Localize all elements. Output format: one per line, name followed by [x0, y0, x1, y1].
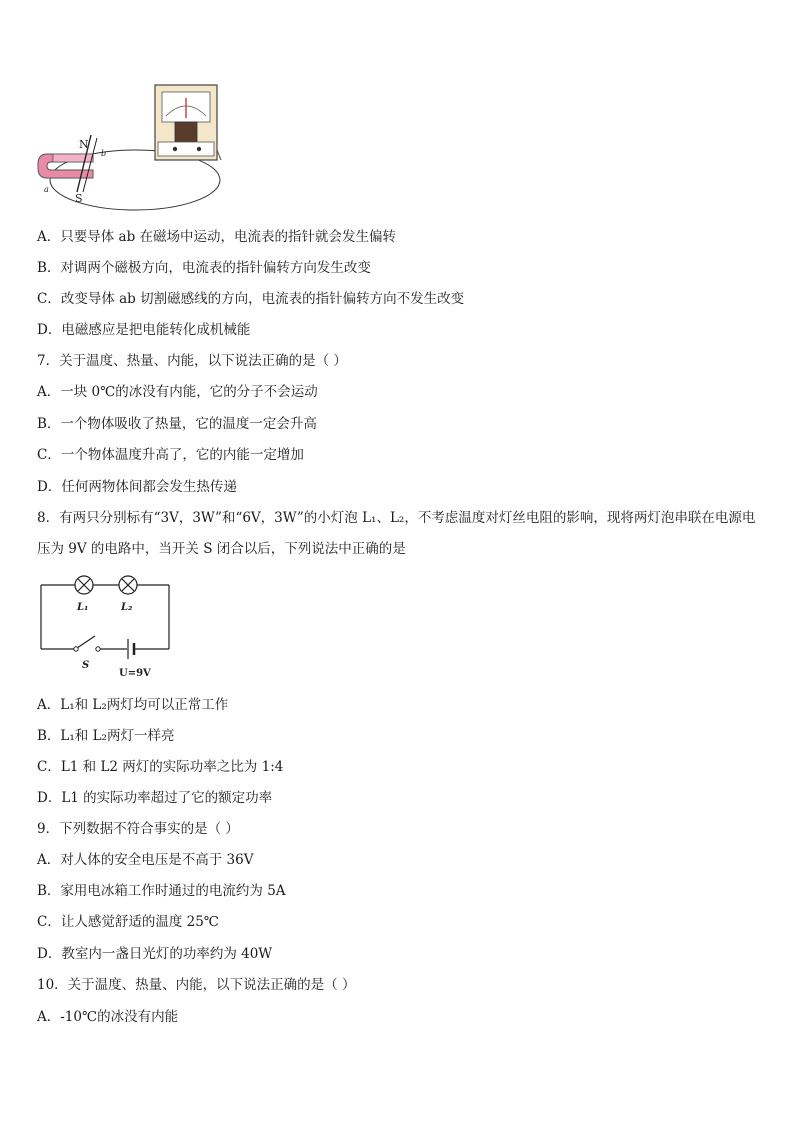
switch-label: S [82, 660, 90, 671]
q9-option-c: C．让人感觉舒适的温度 25℃ [37, 914, 219, 930]
conductor-label-b: b [101, 149, 107, 158]
q9-option-a: A．对人体的安全电压是不高于 36V [37, 852, 254, 868]
q9-option-d: D．教室内一盏日光灯的功率约为 40W [37, 946, 273, 962]
q10-option-a: A．-10℃的冰没有内能 [37, 1009, 179, 1025]
q7-option-a: A．一块 0℃的冰没有内能，它的分子不会运动 [37, 384, 318, 400]
q7-option-b: B．一个物体吸收了热量，它的温度一定会升高 [37, 416, 317, 432]
q6-option-b: B．对调两个磁极方向，电流表的指针偏转方向发生改变 [37, 260, 371, 276]
q9-option-b: B．家用电冰箱工作时通过的电流约为 5A [37, 883, 286, 899]
q8-option-b: B．L₁和 L₂两灯一样亮 [37, 728, 175, 744]
q7-stem: 7．关于温度、热量、内能，以下说法正确的是（ ） [37, 353, 347, 369]
q8-option-c: C．L1 和 L2 两灯的实际功率之比为 1:4 [37, 759, 284, 775]
q6-option-a: A．只要导体 ab 在磁场中运动，电流表的指针就会发生偏转 [37, 229, 397, 245]
q6-option-c: C．改变导体 ab 切割磁感线的方向，电流表的指针偏转方向不发生改变 [37, 291, 465, 307]
q7-option-c: C．一个物体温度升高了，它的内能一定增加 [37, 447, 304, 463]
conductor-label-a: a [44, 185, 49, 194]
voltage-label: U=9V [119, 668, 151, 679]
q8-stem-line1: 8．有两只分别标有“3V，3W”和“6V，3W”的小灯泡 L₁、L₂，不考虑温度对灯丝电阻的影响，现将两灯泡串联在电源电 [37, 510, 756, 526]
q8-stem-line2: 压为 9V 的电路中，当开关 S 闭合以后，下列说法中正确的是 [37, 541, 406, 557]
q6-option-d: D．电磁感应是把电能转化成机械能 [37, 322, 251, 338]
lamp-l2-label: L₂ [121, 602, 133, 613]
magnet-pole-s: S [75, 192, 83, 205]
q9-stem: 9．下列数据不符合事实的是（ ） [37, 821, 239, 837]
q7-option-d: D．任何两物体间都会发生热传递 [37, 479, 237, 495]
q8-option-a: A．L₁和 L₂两灯均可以正常工作 [37, 697, 229, 713]
lamp-l1-label: L₁ [77, 602, 89, 613]
q8-option-d: D．L1 的实际功率超过了它的额定功率 [37, 790, 273, 806]
series-circuit-diagram [35, 570, 185, 680]
switch-s [77, 636, 95, 648]
induction-experiment-figure [35, 80, 225, 220]
magnet-pole-n: N [79, 138, 89, 151]
q10-stem: 10．关于温度、热量、内能，以下说法正确的是（ ） [37, 977, 356, 993]
